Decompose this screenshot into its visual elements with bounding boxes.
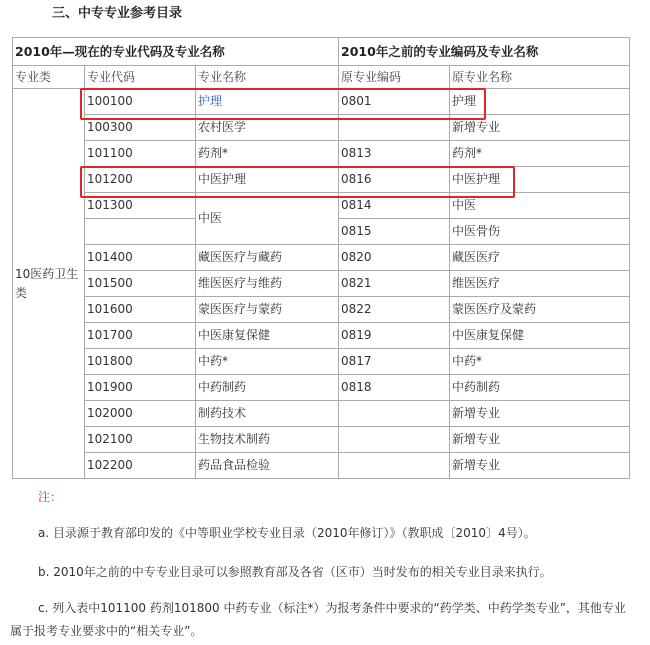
code-cell: 101100 (85, 141, 196, 167)
code-cell: 101900 (85, 375, 196, 401)
col-code: 专业代码 (85, 66, 196, 89)
table-row (13, 271, 630, 297)
code-cell: 101200 (85, 167, 196, 193)
name-cell: 中医康复保健 (196, 323, 339, 349)
old-name-cell: 新增专业 (450, 115, 630, 141)
code-cell: 100300 (85, 115, 196, 141)
old-name-cell: 中药制药 (450, 375, 630, 401)
highlight-box-nursing (80, 88, 486, 120)
old-name-cell: 中医骨伤 (450, 219, 630, 245)
old-code-cell: 0816 (339, 167, 450, 193)
name-cell: 藏医医疗与藏药 (196, 245, 339, 271)
header-previous-codes: 2010年之前的专业编码及专业名称 (339, 38, 630, 66)
name-cell: 中药制药 (196, 375, 339, 401)
category-cell: 10医药卫生类 (13, 89, 85, 479)
note-c: c. 列入表中101100 药剂101800 中药专业（标注*）为报考条件中要求的“药学类、中药学类专业”，其他专业属于报考专业要求中的“相关专业”。 (10, 601, 626, 638)
old-code-cell: 0801 (339, 89, 450, 115)
old-name-cell: 护理 (450, 89, 630, 115)
code-cell: 102000 (85, 401, 196, 427)
name-cell: 中医 (196, 193, 339, 245)
name-cell: 蒙医医疗与蒙药 (196, 297, 339, 323)
table-row (13, 453, 630, 479)
table-row (13, 141, 630, 167)
old-code-cell: 0814 (339, 193, 450, 219)
notes-heading: 注： (38, 490, 63, 504)
old-code-cell: 0818 (339, 375, 450, 401)
section-title: 三、中专专业参考目录 (52, 6, 183, 21)
name-cell: 生物技术制药 (196, 427, 339, 453)
old-name-cell: 中医康复保健 (450, 323, 630, 349)
old-code-cell: 0821 (339, 271, 450, 297)
code-cell: 100100 (85, 89, 196, 115)
old-name-cell: 蒙医医疗及蒙药 (450, 297, 630, 323)
old-code-cell: 0813 (339, 141, 450, 167)
old-code-cell: 0817 (339, 349, 450, 375)
code-cell: 102200 (85, 453, 196, 479)
code-cell (85, 219, 196, 245)
table-header-row (13, 38, 630, 66)
old-code-cell: 0820 (339, 245, 450, 271)
table-row (13, 375, 630, 401)
name-cell: 药品食品检验 (196, 453, 339, 479)
old-name-cell: 新增专业 (450, 427, 630, 453)
code-cell: 101500 (85, 271, 196, 297)
table-row (13, 245, 630, 271)
col-old-name: 原专业名称 (450, 66, 630, 89)
table-row (13, 427, 630, 453)
table-row (13, 349, 630, 375)
name-cell: 农村医学 (196, 115, 339, 141)
col-name: 专业名称 (196, 66, 339, 89)
old-code-cell (339, 453, 450, 479)
old-name-cell: 新增专业 (450, 401, 630, 427)
old-code-cell: 0815 (339, 219, 450, 245)
note-b: b. 2010年之前的中专专业目录可以参照教育部及各省（区市）当时发布的相关专业目录来执行。 (38, 565, 552, 579)
table-subheader-row (13, 66, 630, 89)
highlight-box-tcm-nursing (80, 166, 515, 198)
table-row (13, 297, 630, 323)
col-old-code: 原专业编码 (339, 66, 450, 89)
col-category: 专业类 (13, 66, 85, 89)
code-cell: 101400 (85, 245, 196, 271)
old-name-cell: 新增专业 (450, 453, 630, 479)
old-name-cell: 中药* (450, 349, 630, 375)
name-cell: 制药技术 (196, 401, 339, 427)
name-cell: 药剂* (196, 141, 339, 167)
code-cell: 101800 (85, 349, 196, 375)
code-cell: 101600 (85, 297, 196, 323)
old-code-cell: 0819 (339, 323, 450, 349)
old-name-cell: 中医 (450, 193, 630, 219)
old-name-cell: 中医护理 (450, 167, 630, 193)
nursing-link[interactable]: 护理 (198, 94, 223, 108)
table-row (13, 401, 630, 427)
old-code-cell (339, 427, 450, 453)
name-cell: 中药* (196, 349, 339, 375)
old-name-cell: 维医医疗 (450, 271, 630, 297)
table-row (13, 323, 630, 349)
code-cell: 101700 (85, 323, 196, 349)
old-name-cell: 藏医医疗 (450, 245, 630, 271)
name-cell: 维医医疗与维药 (196, 271, 339, 297)
code-cell: 101300 (85, 193, 196, 219)
note-a: a. 目录源于教育部印发的《中等职业学校专业目录（2010年修订）》（教职成〔2010〕4号）。 (38, 526, 536, 540)
header-current-codes: 2010年—现在的专业代码及专业名称 (13, 38, 339, 66)
name-cell: 中医护理 (196, 167, 339, 193)
old-code-cell (339, 401, 450, 427)
old-name-cell: 药剂* (450, 141, 630, 167)
code-cell: 102100 (85, 427, 196, 453)
old-code-cell: 0822 (339, 297, 450, 323)
